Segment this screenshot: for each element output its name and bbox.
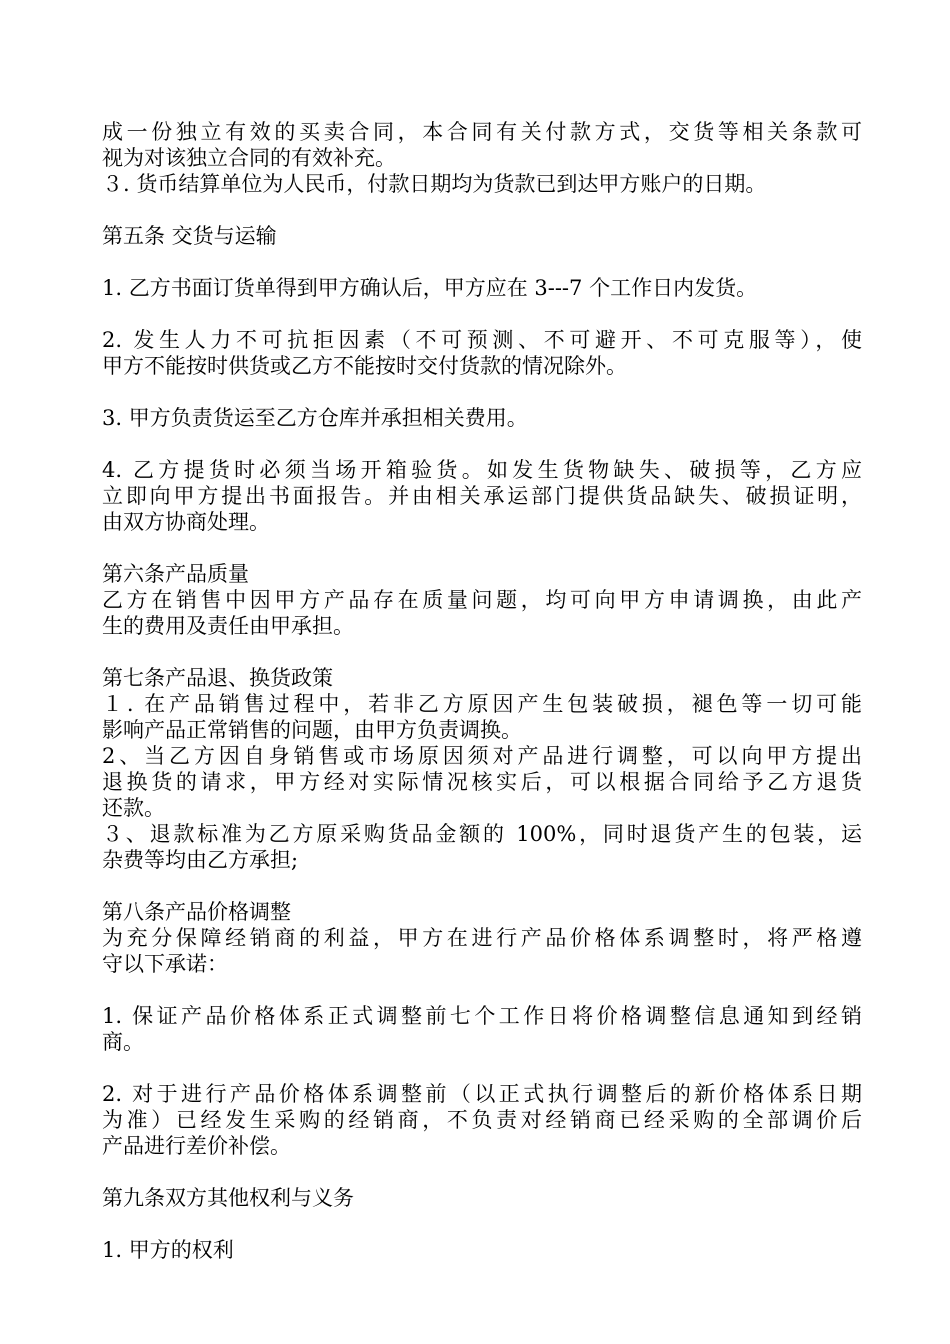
text-line: 守以下承诺： [102, 952, 228, 976]
text-line: 成一份独立有效的买卖合同，本合同有关付款方式，交货等相关条款可 [102, 120, 862, 144]
text-line: 为充分保障经销商的利益，甲方在进行产品价格体系调整时，将严格遵 [102, 926, 862, 950]
text-line: 1. 甲方的权利 [102, 1238, 234, 1262]
text-line: 2、当乙方因自身销售或市场原因须对产品进行调整，可以向甲方提出 [102, 744, 862, 768]
text-line: 产品进行差价补偿。 [102, 1134, 291, 1158]
text-line: 商。 [102, 1030, 144, 1054]
section-title: 第五条 交货与运输 [102, 224, 277, 248]
text-line: 影响产品正常销售的问题，由甲方负责调换。 [102, 718, 522, 742]
document-page [102, 119, 862, 1263]
section-title: 第九条双方其他权利与义务 [102, 1186, 354, 1210]
text-line: 1. 保证产品价格体系正式调整前七个工作日将价格调整信息通知到经销 [102, 1004, 862, 1028]
text-line: 为准）已经发生采购的经销商，不负责对经销商已经采购的全部调价后 [102, 1108, 862, 1132]
text-line: 杂费等均由乙方承担; [102, 848, 299, 872]
text-line: １. 在产品销售过程中，若非乙方原因产生包装破损，褪色等一切可能 [102, 692, 862, 716]
text-line: 由双方协商处理。 [102, 510, 270, 534]
text-line: 4. 乙方提货时必须当场开箱验货。如发生货物缺失、破损等，乙方应 [102, 458, 862, 482]
text-line: 2. 对于进行产品价格体系调整前（以正式执行调整后的新价格体系日期 [102, 1082, 862, 1106]
section-title: 第六条产品质量 [102, 562, 249, 586]
text-line: ３. 货币结算单位为人民币，付款日期均为货款已到达甲方账户的日期。 [102, 172, 767, 196]
text-line: 视为对该独立合同的有效补充。 [102, 146, 396, 170]
text-line: 还款。 [102, 796, 165, 820]
text-line: ３、退款标准为乙方原采购货品金额的 100%，同时退货产生的包装，运 [102, 822, 862, 846]
text-line: 生的费用及责任由甲承担。 [102, 614, 354, 638]
text-line: 乙方在销售中因甲方产品存在质量问题，均可向甲方申请调换，由此产 [102, 588, 862, 612]
section-title: 第七条产品退、换货政策 [102, 666, 333, 690]
text-line: 3. 甲方负责货运至乙方仓库并承担相关费用。 [102, 406, 528, 430]
text-line: 2. 发生人力不可抗拒因素（不可预测、不可避开、不可克服等），使 [102, 328, 862, 352]
text-line: 甲方不能按时供货或乙方不能按时交付货款的情况除外。 [102, 354, 627, 378]
text-line: 1. 乙方书面订货单得到甲方确认后，甲方应在 3---7 个工作日内发货。 [102, 276, 758, 300]
text-line: 退换货的请求，甲方经对实际情况核实后，可以根据合同给予乙方退货 [102, 770, 862, 794]
text-line: 立即向甲方提出书面报告。并由相关承运部门提供货品缺失、破损证明， [102, 484, 862, 508]
section-title: 第八条产品价格调整 [102, 900, 291, 924]
